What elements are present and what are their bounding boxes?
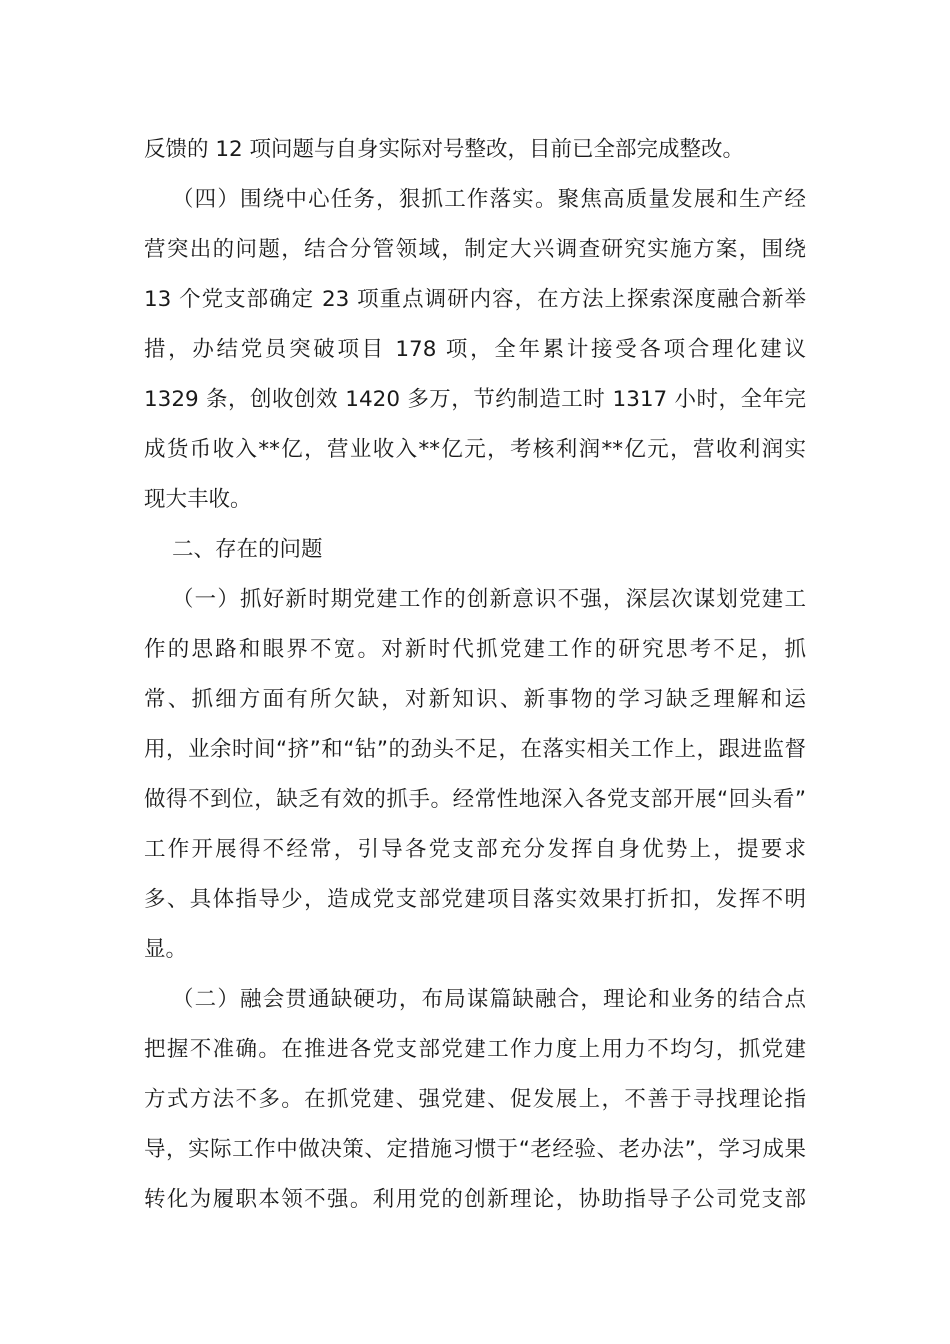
paragraph-line: 现大丰收。: [144, 487, 252, 512]
paragraph-line: 常、抓细方面有所欠缺，对新知识、新事物的学习缺乏理解和运: [144, 687, 806, 712]
paragraph-line: 工作开展得不经常，引导各党支部充分发挥自身优势上，提要求: [144, 837, 806, 862]
section-heading: 二、存在的问题: [172, 537, 323, 562]
paragraph-line: （一）抓好新时期党建工作的创新意识不强，深层次谋划党建工: [172, 587, 806, 612]
paragraph-line: 反馈的 12 项问题与自身实际对号整改，目前已全部完成整改。: [144, 137, 745, 162]
paragraph-line: 营突出的问题，结合分管领域，制定大兴调查研究实施方案，围绕: [144, 237, 806, 262]
paragraph-line: 显。: [144, 937, 188, 962]
paragraph-line: 13 个党支部确定 23 项重点调研内容，在方法上探索深度融合新举: [144, 287, 806, 312]
paragraph-line: 1329 条，创收创效 1420 多万，节约制造工时 1317 小时，全年完: [144, 387, 806, 412]
paragraph-line: 多、具体指导少，造成党支部党建项目落实效果打折扣，发挥不明: [144, 887, 806, 912]
paragraph-line: （四）围绕中心任务，狠抓工作落实。聚焦高质量发展和生产经: [172, 187, 806, 212]
paragraph-line: 用，业余时间“挤”和“钻”的劲头不足，在落实相关工作上，跟进监督: [144, 737, 806, 762]
paragraph-line: 把握不准确。在推进各党支部党建工作力度上用力不均匀，抓党建: [144, 1037, 806, 1062]
paragraph-line: 方式方法不多。在抓党建、强党建、促发展上，不善于寻找理论指: [144, 1087, 806, 1112]
paragraph-line: （二）融会贯通缺硬功，布局谋篇缺融合，理论和业务的结合点: [172, 987, 806, 1012]
paragraph-line: 措，办结党员突破项目 178 项，全年累计接受各项合理化建议: [144, 337, 806, 362]
paragraph-line: 导，实际工作中做决策、定措施习惯于“老经验、老办法”，学习成果: [144, 1137, 806, 1162]
paragraph-line: 成货币收入**亿，营业收入**亿元，考核利润**亿元，营收利润实: [144, 437, 806, 462]
paragraph-line: 转化为履职本领不强。利用党的创新理论，协助指导子公司党支部: [144, 1187, 806, 1212]
paragraph-line: 作的思路和眼界不宽。对新时代抓党建工作的研究思考不足，抓: [144, 637, 806, 662]
paragraph-line: 做得不到位，缺乏有效的抓手。经常性地深入各党支部开展“回头看”: [144, 787, 806, 812]
